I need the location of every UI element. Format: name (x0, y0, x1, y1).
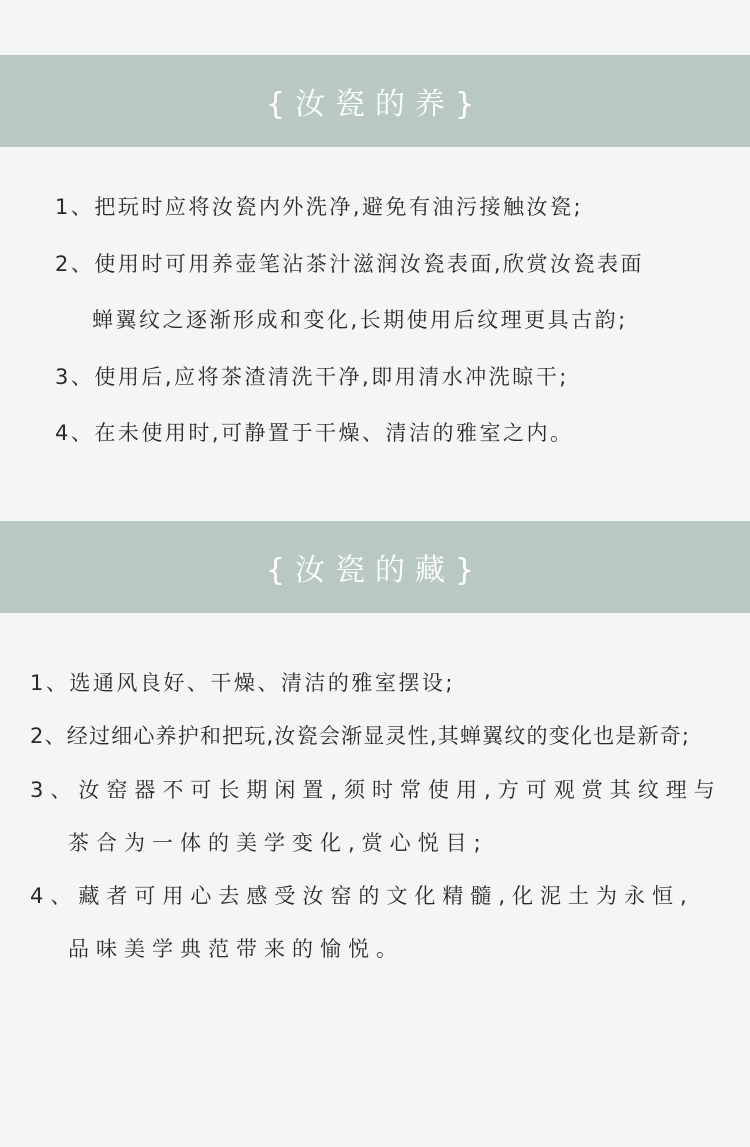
list-item: 2、经过细心养护和把玩,汝瓷会渐显灵性,其蝉翼纹的变化也是新奇; (30, 724, 691, 748)
list-item: 4、藏者可用心去感受汝窑的文化精髓,化泥土为永恒, (30, 884, 694, 908)
section-collect-header (0, 521, 750, 613)
section-collect-title: {汝瓷的藏} (265, 553, 485, 588)
list-item-continuation: 品味美学典范带来的愉悦。 (68, 937, 404, 961)
list-item: 3、汝窑器不可长期闲置,须时常使用,方可观赏其纹理与 (30, 778, 722, 802)
section-care-title: {汝瓷的养} (265, 87, 485, 122)
section-care-header (0, 55, 750, 147)
list-item: 4、在未使用时,可静置于干燥、清洁的雅室之内。 (55, 421, 574, 445)
list-item: 1、把玩时应将汝瓷内外洗净,避免有油污接触汝瓷; (55, 195, 584, 219)
list-item-continuation: 茶合为一体的美学变化,赏心悦目; (68, 831, 488, 855)
list-item: 3、使用后,应将茶渣清洗干净,即用清水冲洗晾干; (55, 365, 569, 389)
list-item: 1、选通风良好、干燥、清洁的雅室摆设; (30, 671, 455, 695)
list-item-continuation: 蝉翼纹之逐渐形成和变化,长期使用后纹理更具古韵; (92, 308, 628, 332)
list-item: 2、使用时可用养壶笔沾茶汁滋润汝瓷表面,欣赏汝瓷表面 (55, 252, 645, 276)
